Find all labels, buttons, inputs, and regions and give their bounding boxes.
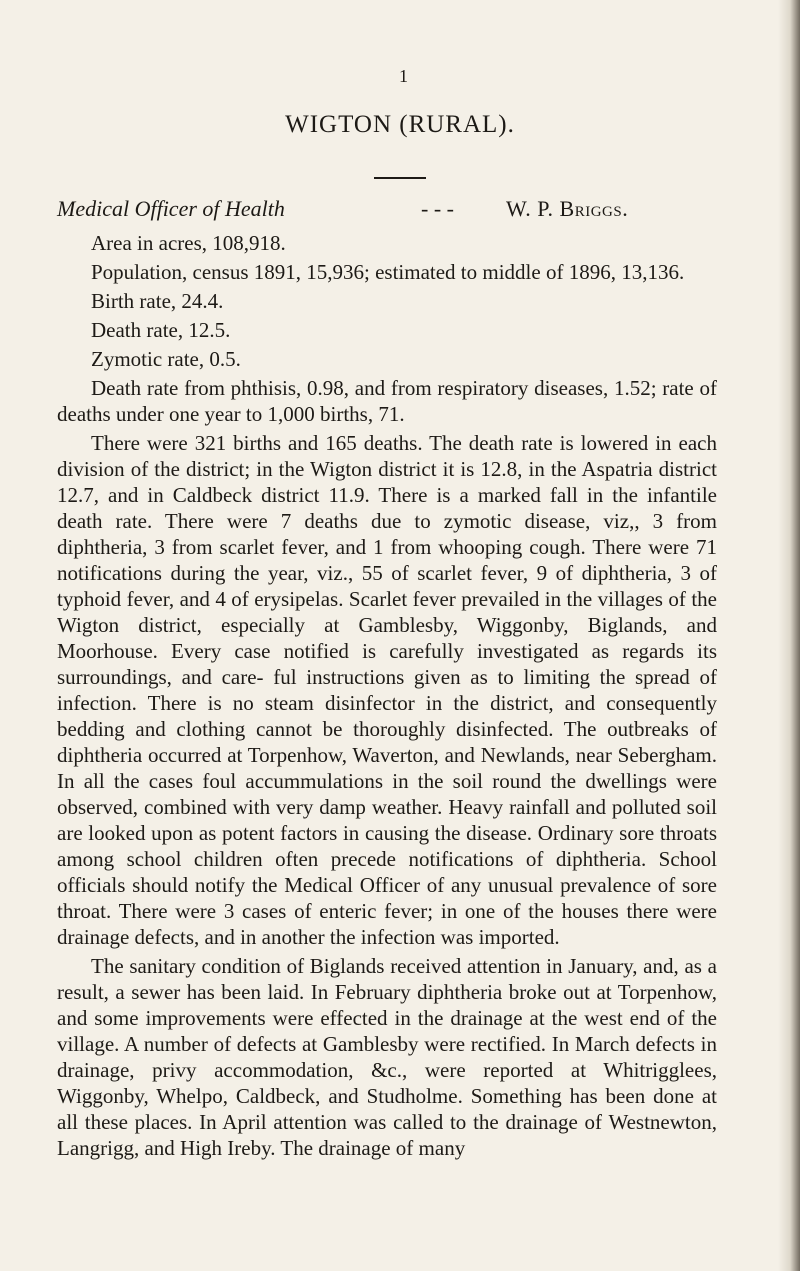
paragraph-sanitary-condition: The sanitary condition of Biglands received attention in January, and, as a result, a sewer has been laid. In February diphtheria broke out at Torpenhow, and some improvements were effected in the drainage at the west end of the village. A number of defects at Gamblesby were rectified. In March defects in drainage, privy accommodation, &c., were reported at Whitrigglees, Wiggonby, Whelpo, Caldbeck, and Studholme. Something has been done at all these places. In April attention was called to the drainage of Westnewton, Langrigg, and High Ireby. The drainage of many <box>57 954 717 1160</box>
paragraph-births-deaths: There were 321 births and 165 deaths. The death rate is lowered in each division of the district; in the Wigton district it is 12.8, in the Aspatria district 12.7, and in Caldbeck district 11.9. There is a marked fall in the infantile death rate. There were 7 deaths due to zymotic disease, viz,, 3 from diphtheria, 3 from scarlet fever, and 1 from whooping cough. There were 71 notifications during the year, viz., 55 of scarlet fever, 9 of diphtheria, 3 of typhoid fever, and 4 of erysipelas. Scarlet fever prevailed in the villages of the Wigton district, especially at Gamblesby, Wiggonby, Biglands, and Moorhouse. Every case notified is carefully investigated as regards its surroundings, and care- ful instructions given as to limiting the spread of infection. There is no steam disinfector in the district, and consequently bedding and clothing cannot be thoroughly disinfected. The outbreaks of diphtheria occurred at Torpenhow, Waverton, and Newlands, near Sebergham. In all the cases foul accummulations in the soil round the dwellings were observed, combined with very damp weather. Heavy rainfall and polluted soil are looked upon as potent factors in causing the disease. Ordinary sore throats among school children often precede notifications of diphtheria. School officials should notify the Medical Officer of any unusual prevalence of sore throat. There were 3 cases of enteric fever; in one of the houses there were drainage defects, and in another the infection was imported. <box>57 431 717 949</box>
page-number: 1 <box>399 66 408 86</box>
officer-name <box>506 194 628 224</box>
page-edge-shadow <box>778 0 800 1271</box>
officer-role: Medical Officer of Health <box>57 196 285 221</box>
stat-phthisis: Death rate from phthisis, 0.98, and from respiratory diseases, 1.52; rate of deaths under one year to 1,000 births, 71. <box>57 376 717 426</box>
stat-death-rate: Death rate, 12.5. <box>91 318 231 342</box>
stat-birth-rate: Birth rate, 24.4. <box>91 289 224 313</box>
page-title: WIGTON (RURAL). <box>285 111 515 138</box>
stat-population: Population, census 1891, 15,936; estimated to middle of 1896, 13,136. <box>91 260 685 284</box>
report-body <box>57 230 717 1161</box>
title-divider <box>374 177 426 179</box>
leader-dashes: - - - <box>421 196 454 221</box>
stat-zymotic-rate: Zymotic rate, 0.5. <box>91 347 241 371</box>
officer-name-text: W. P. Briggs. <box>506 196 629 221</box>
stat-area: Area in acres, 108,918. <box>91 231 286 255</box>
officer-line <box>57 194 717 224</box>
